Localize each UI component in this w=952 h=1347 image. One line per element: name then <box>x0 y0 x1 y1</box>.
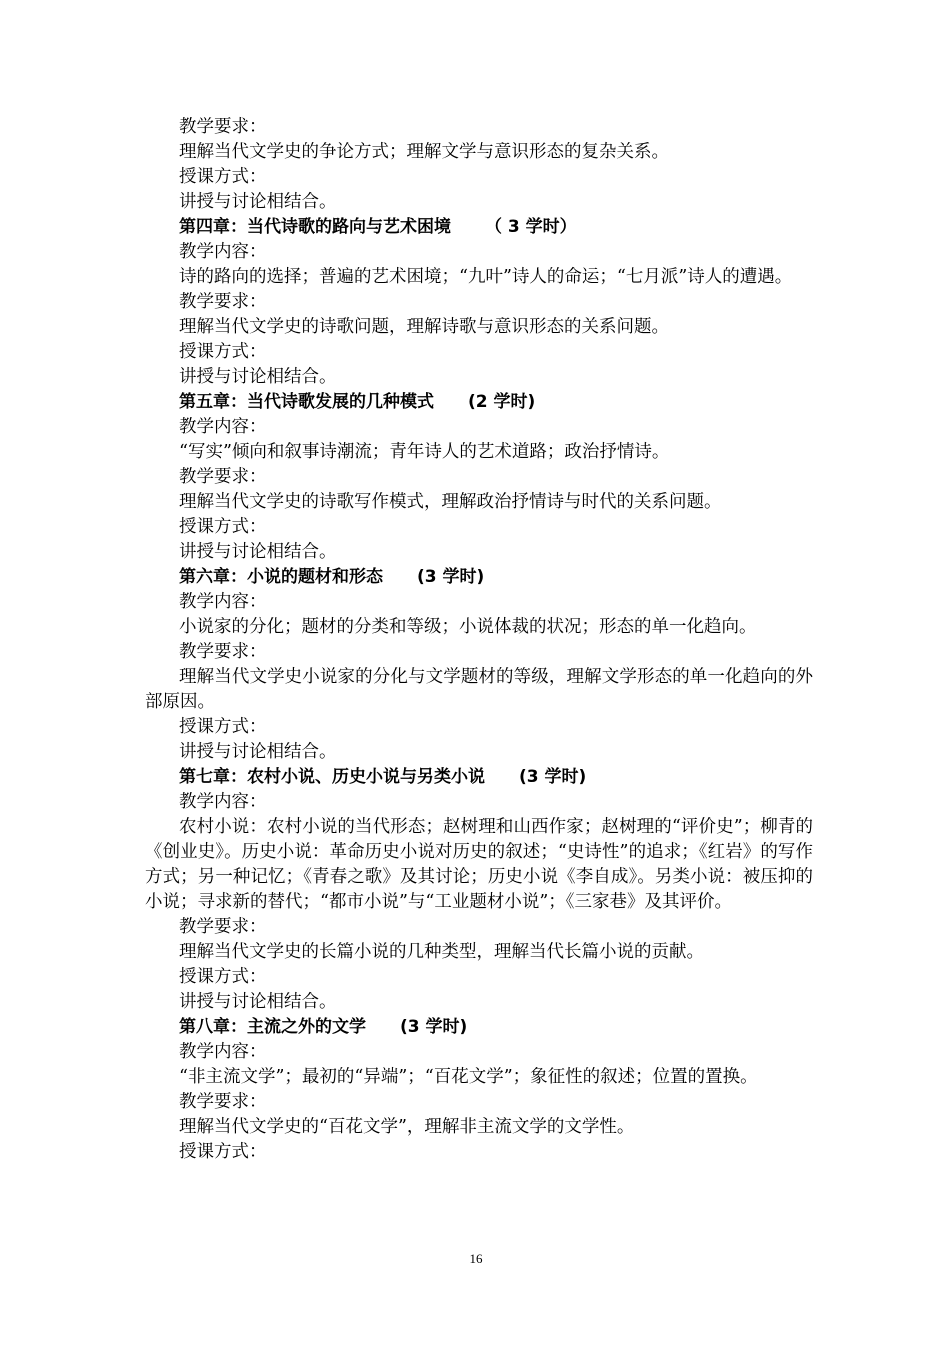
chapter-hours: (3 学时) <box>519 767 587 787</box>
text-line: 小说家的分化；题材的分类和等级；小说体裁的状况；形态的单一化趋向。 <box>179 617 757 637</box>
text-line: 理解当代文学史的诗歌问题，理解诗歌与意识形态的关系问题。 <box>179 317 669 337</box>
chapter-heading <box>145 390 813 415</box>
label-line: 教学内容： <box>179 242 267 262</box>
chapter-hours: （ 3 学时） <box>485 217 577 237</box>
text-paragraph: 农村小说：农村小说的当代形态；赵树理和山西作家；赵树理的“评价史”；柳青的《创业史》。历史小说：革命历史小说对历史的叙述；“史诗性”的追求；《红岩》的写作方式；另一种记忆；《青春之歌》及其讨论；历史小说《李自成》。另类小说：被压抑的小说；寻求新的替代；“都市小说”与“工业题材小说”；《三家巷》及其评价。 <box>145 817 813 912</box>
text-line: 讲授与讨论相结合。 <box>179 742 337 762</box>
text-paragraph: 理解当代文学史小说家的分化与文学题材的等级，理解文学形态的单一化趋向的外部原因。 <box>145 667 813 712</box>
chapter-hours: (2 学时) <box>468 392 536 412</box>
label-line: 教学要求： <box>179 917 267 937</box>
text-line: 讲授与讨论相结合。 <box>179 192 337 212</box>
chapter-title: 第五章：当代诗歌发展的几种模式 <box>179 392 434 412</box>
text-line: 讲授与讨论相结合。 <box>179 542 337 562</box>
chapter-heading <box>145 1015 813 1040</box>
chapter-hours: (3 学时) <box>400 1017 468 1037</box>
chapter-title: 第七章：农村小说、历史小说与另类小说 <box>179 767 485 787</box>
label-line: 教学内容： <box>179 592 267 612</box>
label-line: 授课方式： <box>179 517 267 537</box>
chapter-heading <box>145 765 813 790</box>
chapter-heading <box>145 565 813 590</box>
text-line: 讲授与讨论相结合。 <box>179 992 337 1012</box>
label-line: 教学要求： <box>179 1092 267 1112</box>
chapter-heading <box>145 215 813 240</box>
chapter-title: 第六章：小说的题材和形态 <box>179 567 383 587</box>
label-line: 授课方式： <box>179 342 267 362</box>
label-line: 授课方式： <box>179 717 267 737</box>
label-line: 授课方式： <box>179 167 267 187</box>
label-line: 授课方式： <box>179 1142 267 1162</box>
text-line: 理解当代文学史的争论方式；理解文学与意识形态的复杂关系。 <box>179 142 669 162</box>
page-number: 16 <box>469 1251 483 1266</box>
label-line: 授课方式： <box>179 967 267 987</box>
chapter-title: 第四章：当代诗歌的路向与艺术困境 <box>179 217 451 237</box>
label-line: 教学内容： <box>179 1042 267 1062</box>
text-line: 讲授与讨论相结合。 <box>179 367 337 387</box>
chapter-title: 第八章：主流之外的文学 <box>179 1017 366 1037</box>
text-paragraph: 诗的路向的选择；普遍的艺术困境；“九叶”诗人的命运；“七月派”诗人的遭遇。 <box>179 267 793 287</box>
label-line: 教学内容： <box>179 417 267 437</box>
label-line: 教学内容： <box>179 792 267 812</box>
chapter-hours: (3 学时) <box>417 567 485 587</box>
text-line: 理解当代文学史的诗歌写作模式，理解政治抒情诗与时代的关系问题。 <box>179 492 722 512</box>
label-line: 教学要求： <box>179 117 267 137</box>
label-line: 教学要求： <box>179 467 267 487</box>
page-content <box>145 115 813 1165</box>
label-line: 教学要求： <box>179 292 267 312</box>
text-line: 理解当代文学史的“百花文学”，理解非主流文学的文学性。 <box>179 1117 635 1137</box>
label-line: 教学要求： <box>179 642 267 662</box>
text-line: 理解当代文学史的长篇小说的几种类型，理解当代长篇小说的贡献。 <box>179 942 704 962</box>
text-line: “写实”倾向和叙事诗潮流；青年诗人的艺术道路；政治抒情诗。 <box>179 442 670 462</box>
text-line: “非主流文学”；最初的“异端”；“百花文学”；象征性的叙述；位置的置换。 <box>179 1067 758 1087</box>
